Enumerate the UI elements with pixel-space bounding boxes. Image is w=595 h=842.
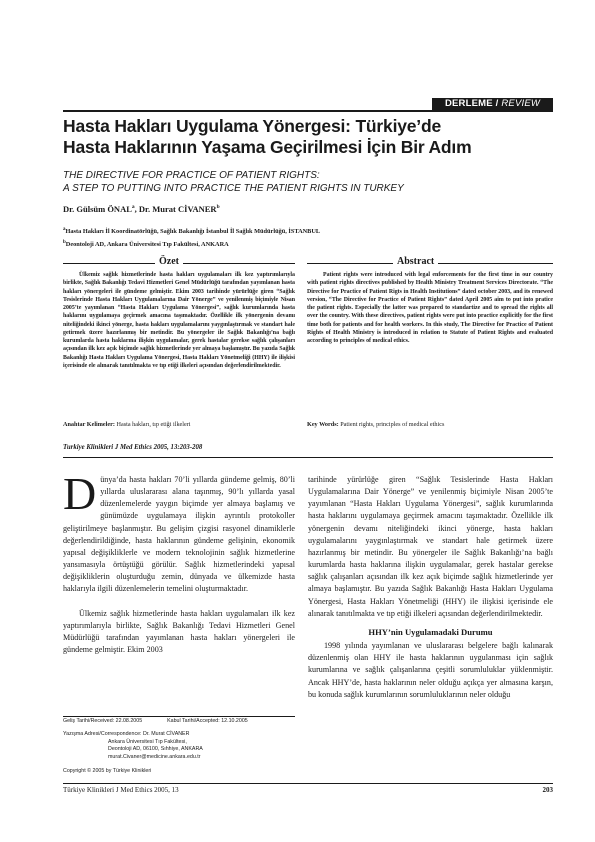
section-subheading: HHY’nin Uygulamadaki Durumu bbox=[368, 626, 493, 637]
header-rule bbox=[63, 110, 553, 112]
copyright: Copyright © 2005 by Türkiye Klinikleri bbox=[63, 768, 152, 775]
abstract-keywords-label: Key Words: bbox=[307, 421, 339, 428]
english-title-line2: A STEP TO PUTTING INTO PRACTICE THE PATIENT RIGHTS IN TURKEY bbox=[63, 182, 404, 194]
section-tag-sep: / bbox=[495, 98, 499, 109]
section-tag bbox=[432, 98, 553, 110]
abstract-divider bbox=[63, 457, 553, 458]
article-title-line1: Hasta Hakları Uygulama Yönergesi: Türkiye’de bbox=[63, 116, 441, 136]
page-number: 203 bbox=[542, 786, 553, 794]
page-footer-journal: Türkiye Klinikleri J Med Ethics 2005, 13 bbox=[63, 786, 179, 794]
affiliation-a: $^a$Hasta Hakları İl Koordinatörlüğü, Sağlık Bakanlığı İstanbul İl Sağlık Müdürlüğü, İSTANBUL bbox=[63, 227, 321, 236]
received-accepted: Geliş Tarihi/Received: 22.08.2005 Kabul Tarihi/Accepted: 12.10.2005 bbox=[63, 718, 248, 724]
body-paragraph-1: Dünya’da hasta hakları 70’li yıllarda gündeme gelmiş, 80’li yıllarda uluslararası alana taşınmış, 90’lı yıllarda yasal düzenlemelerde yaygın biçimde yer almaya başlamış ve günümüzde uygulamaya ilişkin ayrıntılı protokoller geliştirilmeye başlanmıştır. Bu gelişim çizgisi rasyonel dinamiklerle değerlendirildiğinde, hasta haklarının gündeme gelişinin, ekonomik yapısal değişikliklerle ve modern teknolojinin sağlık hizmetlerine yansımasıyla örtüştüğü görülür. Sağlık hizmetlerindeki yapısal değişikliklerin oluşturduğu zemin, dünyada ve ülkemizde hasta haklarıyla ilgili düzenlemelerin temelini oluşturmaktadır. bbox=[63, 468, 295, 594]
body-right-column bbox=[308, 474, 553, 701]
footnote-rule bbox=[63, 716, 295, 717]
authors bbox=[63, 204, 220, 214]
author-1: Dr. Gülsüm ÖNAL bbox=[63, 204, 132, 214]
section-tag-bold: DERLEME bbox=[444, 98, 493, 109]
body-paragraph-2: Ülkemiz sağlık hizmetlerinde hasta hakları uygulamaları ilk kez yaptırımlarıyla birlikte, Sağlık Bakanlığı Tedavi Hizmetleri Genel Müdürlüğü tarafından yayımlanan hasta hakları yönergeleri ile gündeme gelmiştir. Ekim 2003 bbox=[63, 608, 295, 655]
english-title bbox=[63, 170, 553, 195]
body-left-column bbox=[63, 468, 295, 656]
correspondence: Yazışma Adresi/Correspondence: Dr. Murat CİVANER bbox=[63, 731, 190, 738]
article-title bbox=[63, 116, 553, 158]
ozet-keywords-label: Anahtar Kelimeler: bbox=[63, 421, 115, 428]
article-title-line2: Hasta Haklarının Yaşama Geçirilmesi İçin Bir Adım bbox=[63, 137, 472, 157]
correspondence-email: murat.Civaner@medicine.ankara.edu.tr bbox=[108, 753, 201, 760]
ozet-text: Ülkemiz sağlık hizmetlerinde hasta hakları uygulamaları ilk kez yaptırımlarıyla birlikte, Sağlık Bakanlığı Tedavi Hizmetleri Genel Müdürlüğü tarafından yayımlanan hasta hakları yönergeleri ile gündeme gelmiştir. Ekim 2003 tarihinde yürürlüğe giren “Sağlık Tesislerinde Hasta Hakları Uygulamalarına Dair Yönerge” ve yenilenmiş biçimiyle Nisan 2005’te yayımlanan “Hasta Hakları Uygulama Yönergesi”, sağlık kurumlarında hasta haklarını uygulamaya geçirmek amacına taşımaktadır. Özellikle ilk yönergenin devamı niteliğindeki ikinci yönerge, hasta hakları uygulamalarını yaygınlaştırmak ve standart hale getirmek üzere hazırlanmış bir metindir. Bu yönergeler ile Sağlık Bakanlığı’na bağlı kurumlarda hasta haklarına ilişkin uygulamalar, gerek hastalar gerekse sağlık çalışanları açısından ilk kez açık biçimde sağlık hizmetlerinde yer almaya başlamıştır. Bu yazıda Sağlık Bakanlığı Hasta Hakları Uygulama Yönergesi, Hasta Hakları Yönetmeliği (HHY) ile ilişkisi içerisinde ele alınarak tanıtılmakta ve tıp etiği ilkeleri açısından değerlendirilmektedir. bbox=[63, 272, 295, 369]
author-1-sup: a bbox=[131, 204, 135, 211]
footnote-block: Geliş Tarihi/Received: 22.08.2005 Kabul Tarihi/Accepted: 12.10.2005 Yazışma Adresi/Correspondence: Dr. Murat CİVANER Ankara Üniversitesi Tıp Fakültesi, Deontoloji AD, 06100, Sıhhiye, ANKARA murat.Civaner@medicine.ankara.edu.tr Copyright © 2005 by Türkiye Klinikleri bbox=[63, 718, 295, 775]
ozet-heading: Özet bbox=[155, 256, 183, 267]
abstract-heading-bar bbox=[307, 257, 553, 269]
section-tag-italic: REVIEW bbox=[501, 98, 541, 109]
abstract-keywords bbox=[307, 421, 444, 428]
author-2-sup: b bbox=[216, 204, 220, 211]
journal-reference: Turkiye Klinikleri J Med Ethics 2005, 13:203-208 bbox=[63, 444, 203, 451]
ozet-keywords-text: Hasta hakları, tıp etiği ilkeleri bbox=[116, 421, 191, 428]
english-title-line1: THE DIRECTIVE FOR PRACTICE OF PATIENT RIGHTS: bbox=[63, 170, 320, 181]
affiliations bbox=[63, 225, 320, 250]
dropcap: D bbox=[63, 468, 97, 519]
body-paragraph-4: 1998 yılında yayımlanan ve uluslararası belgelere bağlı kalınarak düzenlenmiş olan HHY ile hasta haklarının uygulanması için sağlık kurumlarına ve sağlık çalışanlarına çeşitli sorumluluklar yüklenmiştir. Ancak HHY’de, hasta haklarının neler olduğu açıkça yer almasına karşın, bu konuda sağlık kurumlarının sorumluluklarının neler olduğu bbox=[308, 641, 553, 699]
abstract-text: Patient rights were introduced with legal enforcements for the first time in our country with patient rights directives published by Health Ministry Treatment Services Directorate. “The Directive for Practice of Patient Rigts in Health Institutions” dated october 2003, and its renewed version, “The Directive for Practice of Patient Rights” dated April 2005 aim to put into pratice the patient rights. Especially the latter was prepared to standartize and to spread the rights all over the country. With these directives, patient rights were put into practice explicitly for the first time both for patients and for health workers. In this study, The Directive for Practice of Patient Rights of Health Ministry is introduced in relation to Statute of Patient Rights and evaluated according to principles of medical ethics. bbox=[307, 272, 553, 344]
abstract-heading: Abstract bbox=[393, 256, 438, 267]
abstract-keywords-text: Patient rights, principles of medical ethics bbox=[340, 421, 445, 428]
page-footer-rule bbox=[63, 783, 553, 784]
affiliation-b: $^b$Deontoloji AD, Ankara Üniversitesi Tıp Fakültesi, ANKARA bbox=[63, 239, 229, 248]
ozet-heading-bar bbox=[63, 257, 295, 269]
ozet-keywords bbox=[63, 421, 191, 428]
author-sep: , Dr. Murat CİVANER bbox=[134, 204, 217, 214]
body-paragraph-3: tarihinde yürürlüğe giren “Sağlık Tesislerinde Hasta Hakları Uygulamalarına Dair Yönerge” ve yenilenmiş biçimiyle Nisan 2005’te yayımlanan “Hasta Hakları Uygulama Yönergesi”, sağlık kurumlarında hasta haklarını uygulamaya geçirmek amacını taşımaktadır. Özellikle ilk yönergenin devamı niteliğindeki ikinci yönerge, hasta hakları uygulamalarını yaygınlaştırmak ve standart hale getirmek üzere hazırlanmış bir metindir. Bu yönergeler ile Sağlık Bakanlığı’na bağlı kurumlarda hasta haklarına ilişkin uygulamalar, gerek hastalar gerekse sağlık çalışanları açısından ilk kez açık biçimde sağlık hizmetlerinde yer almaya başlamıştır. Bu yazıda Sağlık Bakanlığı Hasta Hakları Uygulama Yönergesi, Hasta Hakları Yönetmeliği (HHY) ile ilişkisi içerisinde ele alınarak tanıtılmakta ve tıp etiği ilkeleri açısından değerlendirilmektedir. bbox=[308, 475, 553, 618]
